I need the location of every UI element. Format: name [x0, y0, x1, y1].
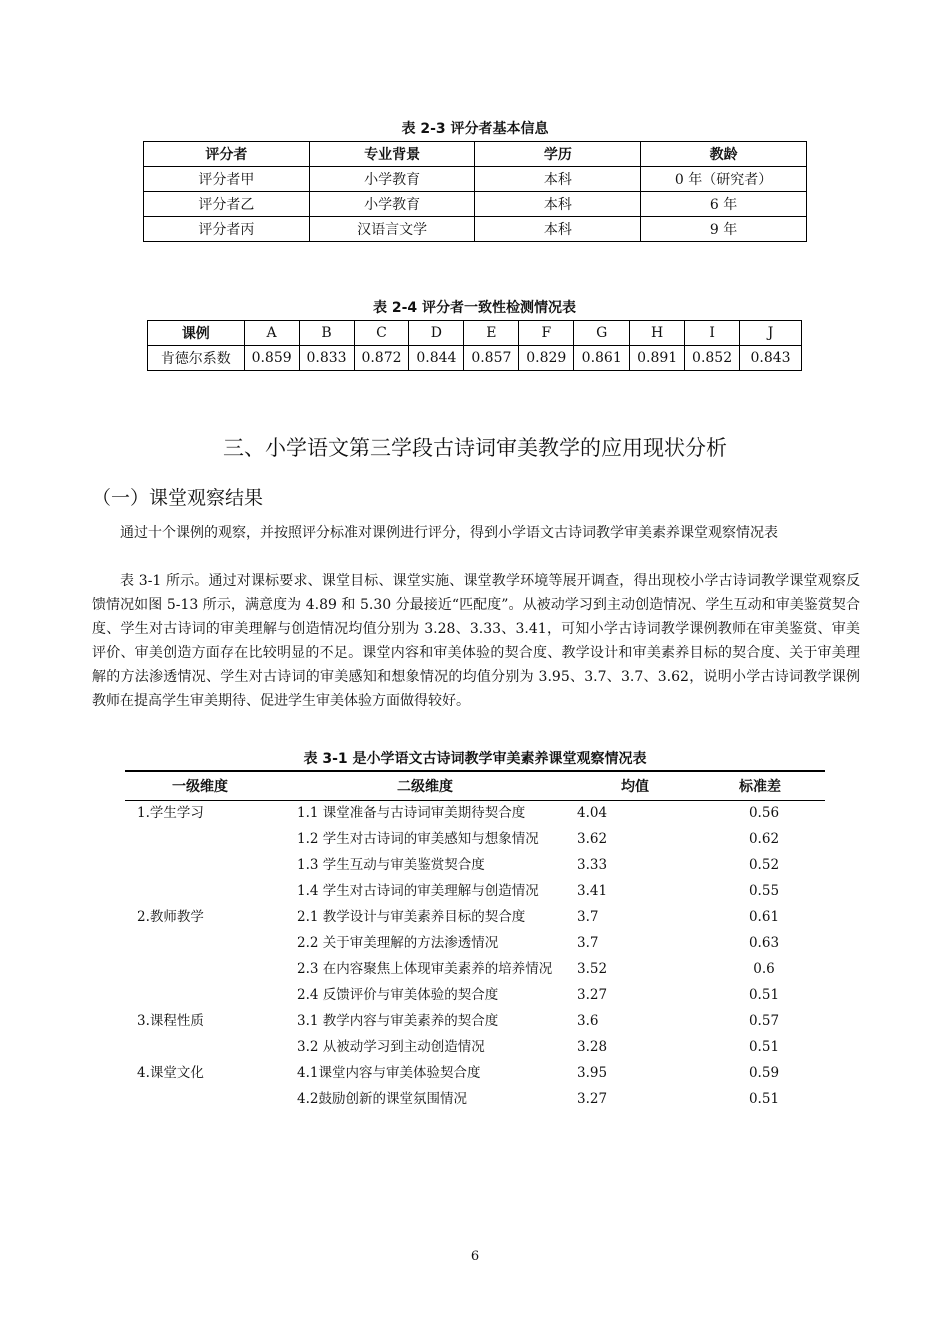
table-cell: 6 年 — [641, 192, 807, 217]
table-cell: 本科 — [475, 217, 641, 242]
header-cell: 课例 — [148, 321, 245, 346]
table-row — [125, 931, 825, 957]
table-row — [125, 879, 825, 905]
table-cell — [125, 853, 275, 879]
table-row — [125, 957, 825, 983]
table-2-3-caption: 表 2-3 评分者基本信息 — [401, 121, 549, 137]
table-row — [144, 167, 807, 192]
header-cell: 标准差 — [695, 771, 825, 801]
table-cell: 0.844 — [409, 346, 464, 371]
table-cell: 2.4 反馈评价与审美体验的契合度 — [297, 987, 499, 1003]
subsection-title: （一）课堂观察结果 — [92, 487, 264, 509]
table-cell: 0.829 — [519, 346, 574, 371]
header-cell: B — [299, 321, 354, 346]
table-row — [125, 1009, 825, 1035]
table-cell: 0.6 — [753, 961, 775, 977]
table-cell — [125, 879, 275, 905]
table-cell: 3.6 — [577, 1013, 599, 1029]
table-cell: 3.27 — [577, 1091, 608, 1107]
table-cell: 3.52 — [577, 961, 608, 977]
table-row — [125, 983, 825, 1009]
table-cell: 3.1 教学内容与审美素养的契合度 — [297, 1013, 499, 1029]
table-cell: 1.2 学生对古诗词的审美感知与想象情况 — [297, 831, 539, 847]
paragraph: 通过十个课例的观察，并按照评分标准对课例进行评分，得到小学语文古诗词教学审美素养课堂观察情况表 — [120, 525, 778, 541]
table-cell: 9 年 — [641, 217, 807, 242]
table-cell: 0.63 — [748, 935, 780, 951]
table-cell: 汉语言文学 — [309, 217, 475, 242]
table-2-3 — [143, 141, 807, 242]
table-row — [125, 1061, 825, 1087]
table-row — [125, 801, 825, 828]
table-cell: 0.56 — [748, 805, 780, 821]
table-cell: 0.861 — [574, 346, 630, 371]
table-cell: 本科 — [475, 167, 641, 192]
header-cell: J — [740, 321, 802, 346]
table-cell: 0.843 — [740, 346, 802, 371]
table-cell: 3.课程性质 — [137, 1013, 204, 1029]
table-row — [148, 346, 802, 371]
header-cell: G — [574, 321, 630, 346]
table-cell: 0 年（研究者） — [641, 167, 807, 192]
table-cell: 4.1课堂内容与审美体验契合度 — [297, 1065, 481, 1081]
table-cell: 4.课堂文化 — [137, 1065, 204, 1081]
table-cell — [125, 1087, 275, 1116]
table-2-4-caption: 表 2-4 评分者一致性检测情况表 — [372, 300, 577, 316]
header-cell: 均值 — [575, 771, 695, 801]
table-cell: 2.1 教学设计与审美素养目标的契合度 — [297, 909, 526, 925]
table-cell: 0.51 — [748, 1039, 780, 1055]
table-cell: 1.学生学习 — [137, 805, 204, 821]
table-cell: 3.41 — [577, 883, 608, 899]
table-cell: 0.61 — [748, 909, 780, 925]
table-cell — [125, 827, 275, 853]
header-cell: F — [519, 321, 574, 346]
table-cell: 0.859 — [244, 346, 299, 371]
table-cell: 3.33 — [577, 857, 608, 873]
header-cell: H — [630, 321, 685, 346]
row-label: 肯德尔系数 — [148, 346, 245, 371]
table-cell — [125, 957, 275, 983]
table-cell: 小学教育 — [309, 192, 475, 217]
table-cell: 2.教师教学 — [137, 909, 204, 925]
table-cell: 0.52 — [748, 857, 780, 873]
table-cell: 评分者乙 — [144, 192, 310, 217]
table-cell: 3.7 — [577, 935, 599, 951]
table-cell: 1.1 课堂准备与古诗词审美期待契合度 — [297, 805, 526, 821]
table-cell: 0.872 — [354, 346, 409, 371]
table-cell: 3.62 — [577, 831, 608, 847]
table-cell: 本科 — [475, 192, 641, 217]
table-cell — [125, 931, 275, 957]
table-cell: 1.3 学生互动与审美鉴赏契合度 — [297, 857, 485, 873]
table-cell: 0.857 — [464, 346, 519, 371]
table-cell: 2.2 关于审美理解的方法渗透情况 — [297, 935, 499, 951]
paragraph: 表 3-1 所示。通过对课标要求、课堂目标、课堂实施、课堂教学环境等展开调查，得出现校小学古诗词教学课堂观察反馈情况如图 5-13 所示，满意度为 4.89 和 5.30 分最接近“匹配度”。从被动学习到主动创造情况、学生互动和审美鉴赏契合度、学生对古诗词的审美理解与创造情况均值分别为 3.28、3.33、3.41，可知小学古诗词教学课例教师在审美鉴赏、审美评价、审美创造方面存在比较明显的不足。课堂内容和审美体验的契合度、教学设计和审美素养目标的契合度、关于审美理解的方法渗透情况、学生对古诗词的审美感知和想象情况的均值分别为 3.95、3.7、3.7、3.62，说明小学古诗词教学课例教师在提高学生审美期待、促进学生审美体验方面做得较好。 — [92, 573, 860, 709]
header-cell: E — [464, 321, 519, 346]
table-3-1 — [125, 770, 825, 1116]
table-cell: 0.852 — [685, 346, 740, 371]
table-2-4 — [147, 320, 802, 371]
header-cell: 一级维度 — [125, 771, 275, 801]
table-row — [125, 827, 825, 853]
section-title: 三、小学语文第三学段古诗词审美教学的应用现状分析 — [223, 436, 727, 460]
header-cell: 评分者 — [144, 142, 310, 167]
header-cell: 教龄 — [641, 142, 807, 167]
table-cell: 评分者甲 — [144, 167, 310, 192]
table-cell: 3.2 从被动学习到主动创造情况 — [297, 1039, 485, 1055]
table-cell: 3.28 — [577, 1039, 608, 1055]
table-row — [144, 217, 807, 242]
table-cell: 0.51 — [748, 1091, 780, 1107]
table-cell — [125, 1035, 275, 1061]
table-cell: 小学教育 — [309, 167, 475, 192]
table-row — [125, 1087, 825, 1116]
table-cell: 评分者丙 — [144, 217, 310, 242]
table-3-1-caption: 表 3-1 是小学语文古诗词教学审美素养课堂观察情况表 — [303, 751, 647, 767]
table-row — [125, 853, 825, 879]
table-cell: 3.7 — [577, 909, 599, 925]
table-cell: 4.2鼓励创新的课堂氛围情况 — [297, 1091, 467, 1107]
table-cell: 3.27 — [577, 987, 608, 1003]
header-cell: 专业背景 — [309, 142, 475, 167]
table-cell: 0.51 — [748, 987, 780, 1003]
table-cell: 1.4 学生对古诗词的审美理解与创造情况 — [297, 883, 539, 899]
table-cell: 0.891 — [630, 346, 685, 371]
page-number: 6 — [470, 1249, 480, 1264]
table-row — [144, 192, 807, 217]
header-cell: A — [244, 321, 299, 346]
header-cell: C — [354, 321, 409, 346]
table-cell: 0.62 — [748, 831, 780, 847]
table-cell: 4.04 — [577, 805, 608, 821]
table-cell: 3.95 — [577, 1065, 608, 1081]
table-row — [125, 905, 825, 931]
table-cell: 0.59 — [748, 1065, 780, 1081]
table-cell: 0.833 — [299, 346, 354, 371]
header-cell: D — [409, 321, 464, 346]
table-cell: 0.55 — [748, 883, 780, 899]
header-cell: 学历 — [475, 142, 641, 167]
header-cell: 二级维度 — [275, 771, 575, 801]
table-cell: 2.3 在内容聚焦上体现审美素养的培养情况 — [297, 961, 553, 977]
table-row — [125, 1035, 825, 1061]
header-cell: I — [685, 321, 740, 346]
table-cell — [125, 983, 275, 1009]
table-cell: 0.57 — [748, 1013, 780, 1029]
